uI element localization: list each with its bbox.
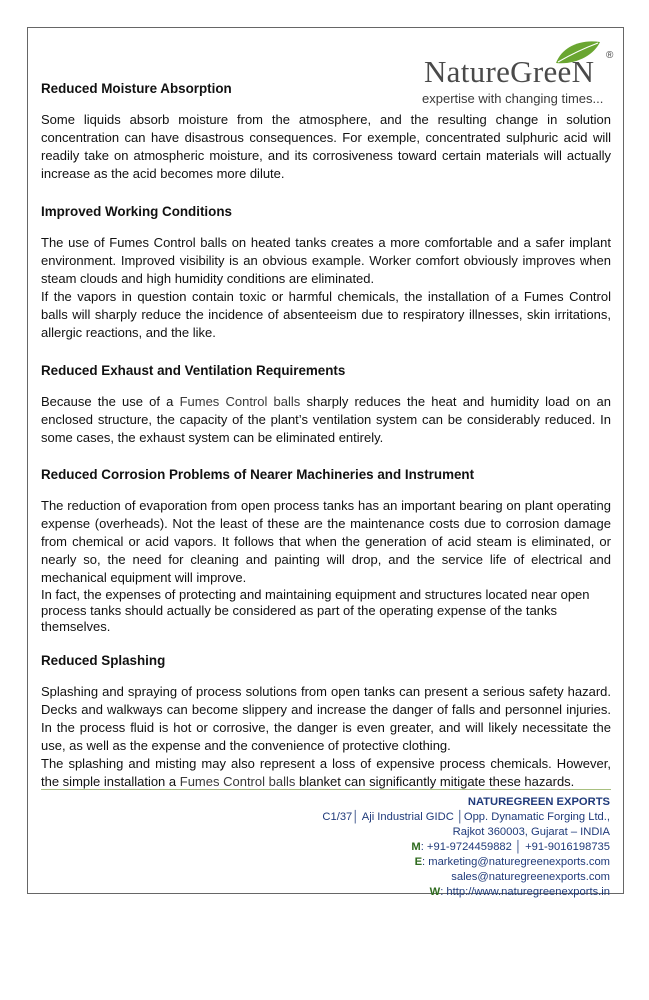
product-name: Fumes Control balls [179,774,296,789]
mobile-label: M [411,841,421,853]
web-line [322,885,610,900]
text-run: Because the use of a [41,394,180,409]
paragraph [41,393,611,447]
footer-divider [41,789,611,790]
address-line-2: Rajkot 360003, Gujarat – INDIA [452,826,610,838]
logo-name: NatureGreeN [424,54,595,89]
paragraph: The use of Fumes Control balls on heated tanks creates a more comfortable and a safer implant environment. Improved visibility is an obvious example. Worker comfort obviously improves when steam clouds and high humidity conditions are eliminated. [41,235,611,286]
web-label: W [429,886,441,898]
mobile-line [322,840,610,855]
paragraph: Splashing and spraying of process solutions from open tanks can present a serious safety hazard. Decks and walkways can become slippery and increase the danger of falls and personnel injuries. In the process fluid is hot or corrosive, the danger is even greater, and will likely necessitate the use, as well as the expense and the convenience of protective clothing. [41,684,611,753]
contact-footer [322,795,610,900]
paragraph: In fact, the expenses of protecting and maintaining equipment and structures located near open process tanks should actually be considered as part of the operating expense of the tanks themselves. [41,587,590,634]
email-link-sales[interactable]: sales@naturegreenexports.com [451,871,610,883]
email-label: E [414,856,423,868]
section-heading: Improved Working Conditions [41,204,232,219]
email-line [322,855,610,870]
paragraph [41,755,611,791]
paragraph: The reduction of evaporation from open process tanks has an important bearing on plant operating expense (overheads). Not the least of these are the maintenance costs due to corrosion damage from chemical or acid vapors. It follows that when the generation of acid steam is eliminated, or nearly so, the need for cleaning and painting will drop, and the service life of electrical and mechanical equipment will improve. [41,498,611,585]
text-run: sharply reduces the heat and humidity load on an enclosed structure, the capacity of the plant’s ventilation system can be considerably reduced. In some cases, the exhaust system can be eliminated entirely. [41,394,611,445]
company-name: NATUREGREEN EXPORTS [467,796,610,808]
section-heading: Reduced Exhaust and Ventilation Requirements [41,363,346,378]
text-run: blanket can significantly mitigate these hazards. [295,774,575,789]
product-name: Fumes Control balls [179,394,301,409]
section-heading: Reduced Corrosion Problems of Nearer Machineries and Instrument [41,467,475,482]
registered-mark: ® [606,50,614,61]
email-link[interactable]: : marketing@naturegreenexports.com [422,856,610,868]
website-link[interactable]: : http://www.naturegreenexports.in [440,886,610,898]
document-body [41,80,611,791]
logo-tagline: expertise with changing times... [422,91,604,106]
text-run: The splashing and misting may also represent a loss of expensive process chemicals. However, the simple installation a [41,756,611,789]
mobile-numbers: : +91-9724459882 │ +91-9016198735 [420,841,610,853]
address-line-1: C1/37│ Aji Industrial GIDC │Opp. Dynamatic Forging Ltd., [322,811,610,823]
paragraph: Some liquids absorb moisture from the atmosphere, and the resulting change in solution concentration can have disastrous consequences. For exemple, concentrated sulphuric acid will readily take on atmospheric moisture, and its corrosiveness toward certain materials will actually increase as the acid becomes more dilute. [41,112,611,181]
section-heading: Reduced Moisture Absorption [41,81,232,96]
paragraph: If the vapors in question contain toxic or harmful chemicals, the installation of a Fumes Control balls will sharply reduce the incidence of absenteeism due to respiratory illnesses, skin irritations, allergic reactions, and the like. [41,289,611,340]
section-heading: Reduced Splashing [41,653,166,668]
